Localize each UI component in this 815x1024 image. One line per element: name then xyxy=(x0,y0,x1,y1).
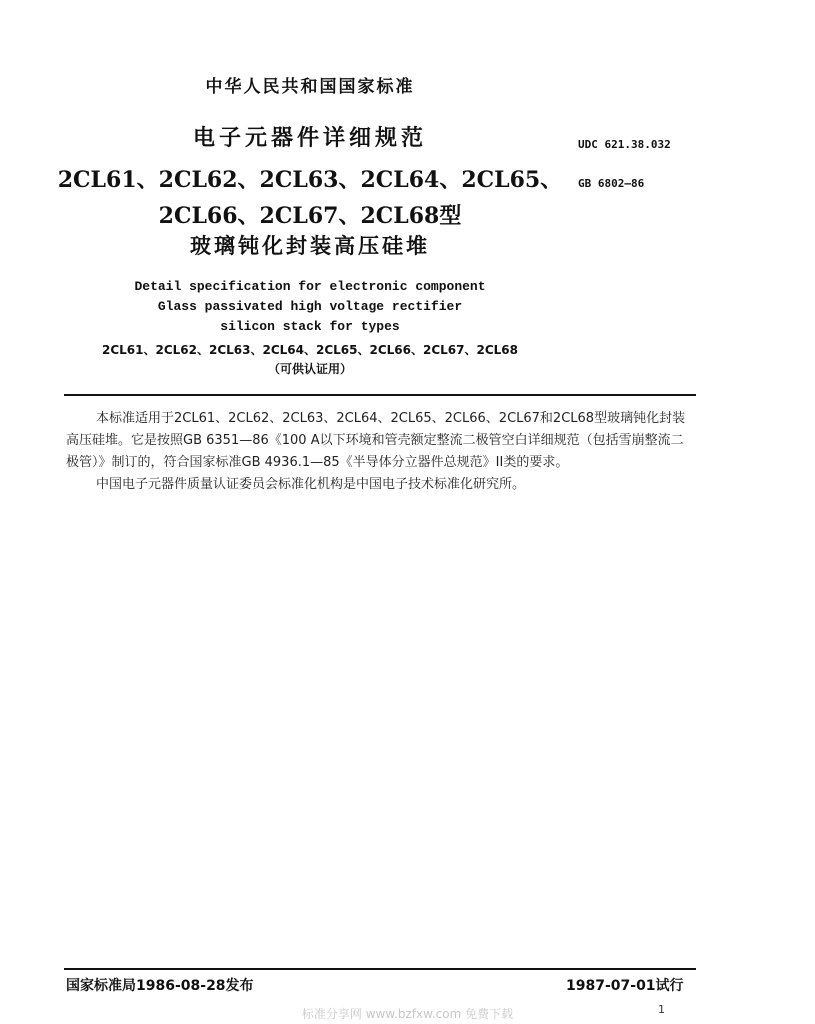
udc-code: UDC 621.38.032 xyxy=(578,138,671,151)
title-en-line1: Detail specification for electronic component xyxy=(134,279,486,294)
title-zh-line1: 电子元器件详细规范 xyxy=(192,126,427,151)
title-zh-line3: 2CL66、2CL67、2CL68型 xyxy=(158,203,462,229)
title-en-line4: 2CL61、2CL62、2CL63、2CL64、2CL65、2CL66、2CL67、2CL68 xyxy=(101,343,519,357)
watermark: 标准分享网 www.bzfxw.com 免费下载 xyxy=(301,1007,514,1021)
page-number: 1 xyxy=(658,1003,665,1016)
top-divider xyxy=(64,394,696,396)
title-en-line2: Glass passivated high voltage rectifier xyxy=(157,299,463,314)
trial-date: 1987-07-01试行 xyxy=(566,978,684,994)
title-en-line3: silicon stack for types xyxy=(220,319,400,334)
title-zh-line4: 玻璃钝化封装高压硅堆 xyxy=(190,234,430,258)
issue-date: 国家标准局1986-08-28发布 xyxy=(66,978,254,994)
authority-paragraph: 中国电子元器件质量认证委员会标准化机构是中国电子技术标准化研究所。 xyxy=(96,477,526,492)
title-zh-line2: 2CL61、2CL62、2CL63、2CL64、2CL65、 xyxy=(57,167,563,193)
gb-code: GB 6802—86 xyxy=(578,177,645,190)
body-text xyxy=(66,408,696,496)
scope-paragraph: 本标准适用于2CL61、2CL62、2CL63、2CL64、2CL65、2CL66、2CL67和2CL68型玻璃钝化封装高压硅堆。它是按照GB 6351—86《100 A以下环境和管壳额定整流二极管空白详细规范（包括雪崩整流二极管）》制订的，符合国家标准GB 4936.1—85《半导体分立器件总规范》II类的要求。 xyxy=(66,411,686,470)
certification-note: （可供认证用） xyxy=(267,362,352,376)
bottom-divider xyxy=(64,968,696,970)
national-standard-heading: 中华人民共和国国家标准 xyxy=(205,77,415,97)
